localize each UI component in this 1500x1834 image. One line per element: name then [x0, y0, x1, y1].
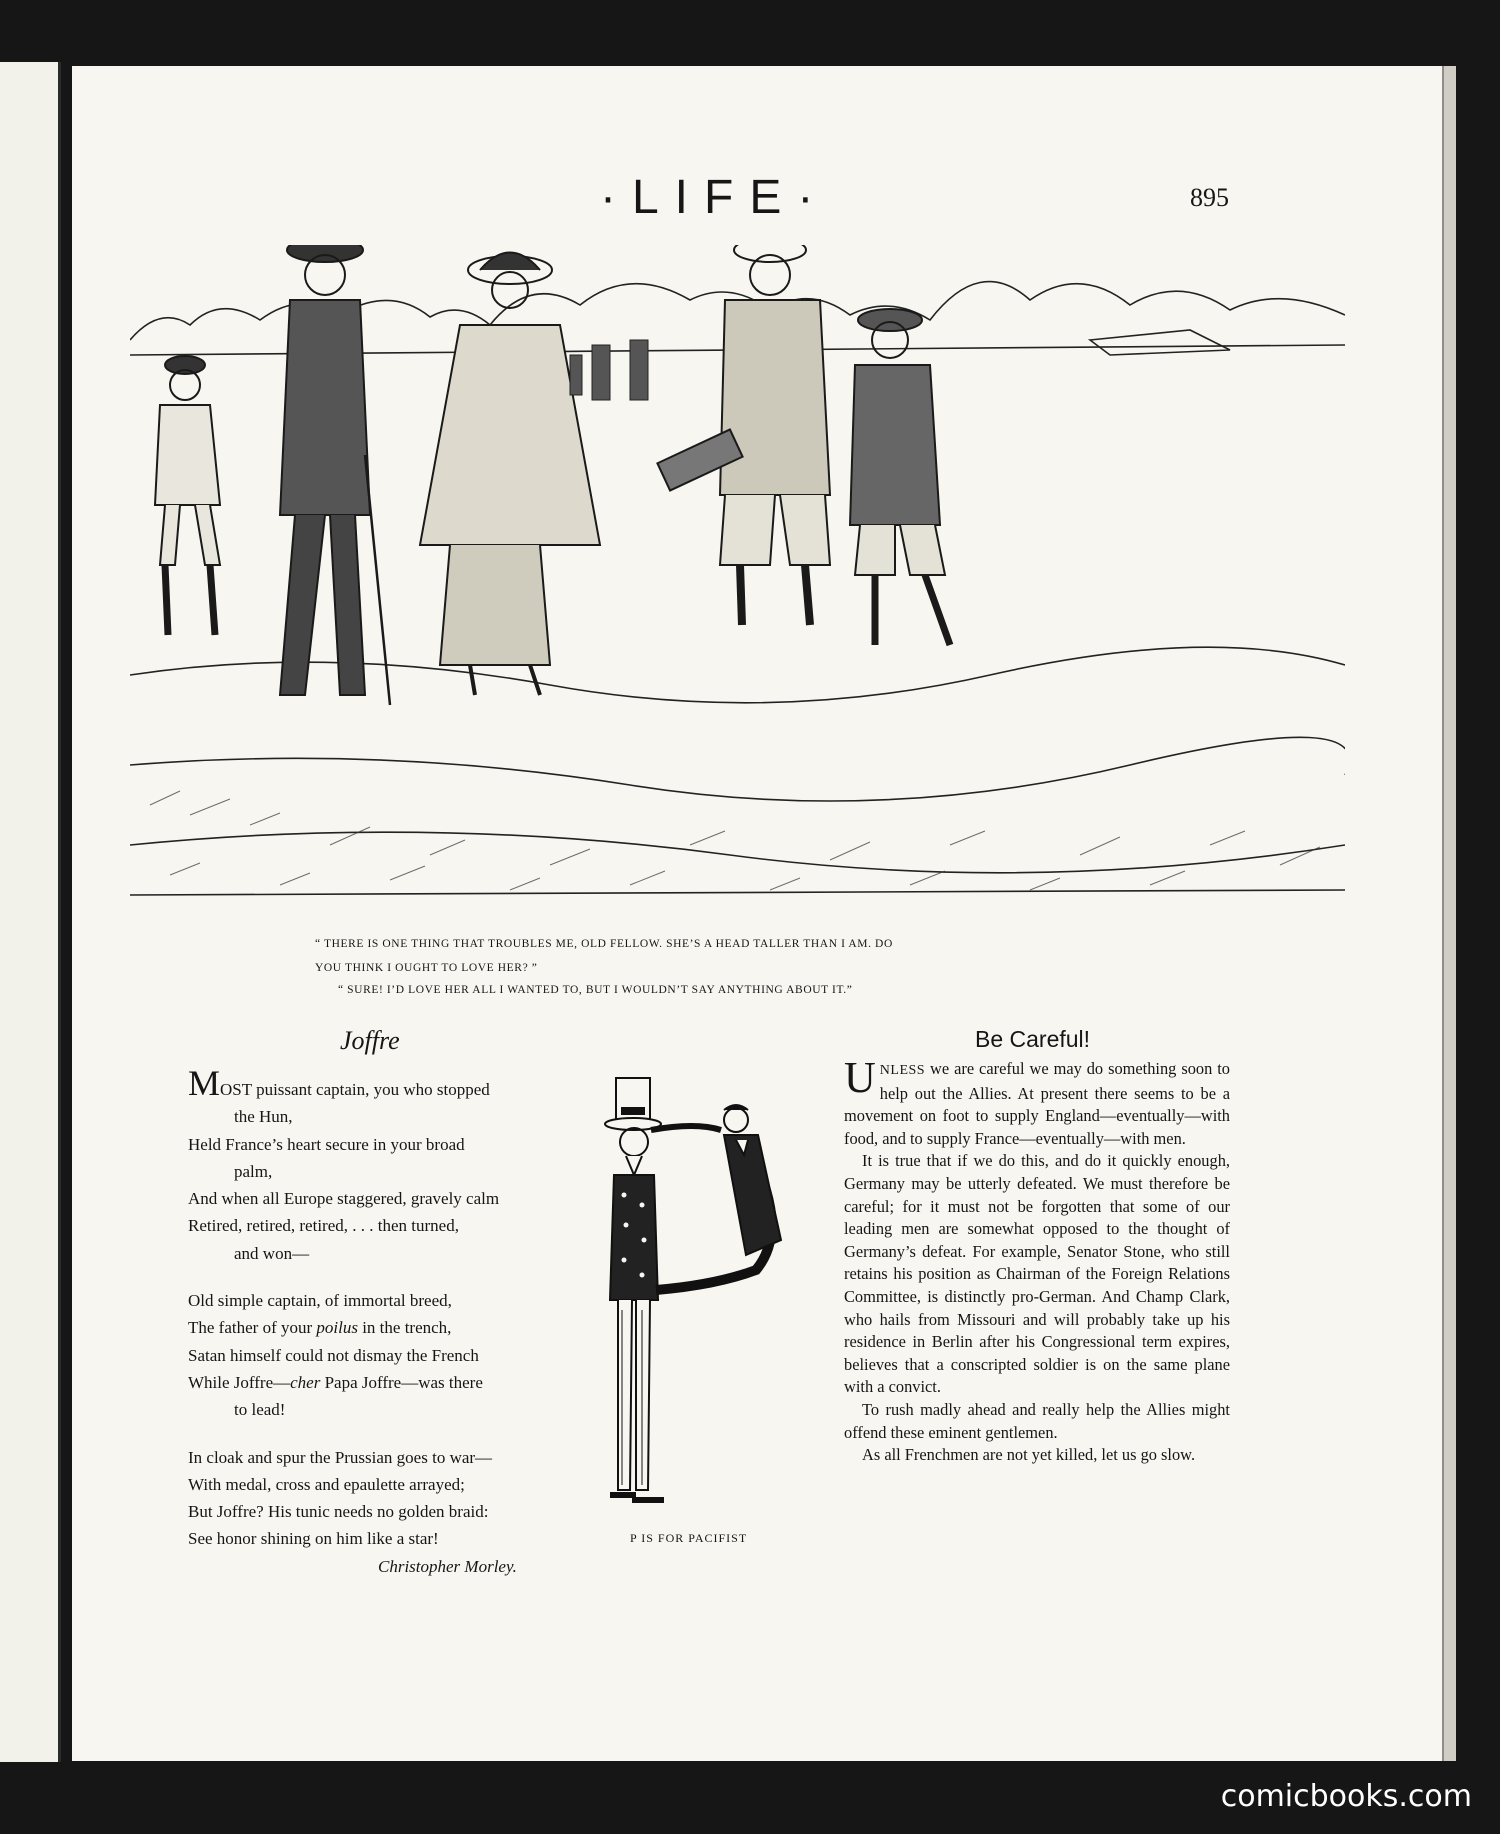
poem-body [188, 1063, 576, 1553]
illustration-caption-line-2: YOU THINK I OUGHT TO LOVE HER? ” [315, 962, 538, 974]
poem-line: and won— [234, 1243, 310, 1263]
poem-line: But Joffre? His tunic needs no golden braid: [188, 1502, 489, 1522]
illustration-caption-line-3: “ SURE! I’D LOVE HER ALL I WANTED TO, BUT I WOULDN’T SAY ANYTHING ABOUT IT.” [338, 984, 853, 996]
article-paragraph: As all Frenchmen are not yet killed, let us go slow. [862, 1445, 1196, 1465]
poem-line: In cloak and spur the Prussian goes to war— [188, 1447, 493, 1467]
article-body [844, 1053, 1230, 1467]
cartoon-caption: P IS FOR PACIFIST [630, 1531, 748, 1545]
poem-drop-cap: M [188, 1063, 221, 1103]
poem-line: the Hun, [234, 1107, 293, 1127]
poem-line: See honor shining on him like a star! [188, 1529, 439, 1549]
site-watermark: comicbooks.com [1220, 1779, 1472, 1814]
poem-line: The father of your poilus in the trench, [188, 1318, 452, 1338]
poem-line: And when all Europe staggered, gravely calm [188, 1189, 500, 1209]
page-number: 895 [1190, 183, 1229, 212]
poem-line: While Joffre—cher Papa Joffre—was there [188, 1372, 483, 1392]
poem-author: Christopher Morley. [378, 1557, 517, 1576]
poem-line: Retired, retired, retired, . . . then turned, [188, 1216, 459, 1236]
article-title: Be Careful! [975, 1026, 1091, 1052]
poem-line: MOST puissant captain, you who stopped [188, 1063, 490, 1103]
poem-title: Joffre [340, 1026, 400, 1055]
poem-line: Old simple captain, of immortal breed, [188, 1291, 452, 1311]
page-edge-shadow [1442, 66, 1456, 1761]
poem-line: With medal, cross and epaulette arrayed; [188, 1474, 465, 1494]
poem-line: Satan himself could not dismay the French [188, 1345, 479, 1365]
pacifist-cartoon [596, 1070, 821, 1530]
article-paragraph: It is true that if we do this, and do it quickly enough, Germany may be utterly defeated. We must therefore be careful; for it must not be forgotten that some of our leading men are somewhat opposed to the thought of Germany’s defeat. For example, Senator Stone, who still retains his position as Chairman of the Foreign Relations Committee, is distinctly pro-German. And Champ Clark, who hails from Missouri and will probably take up his residence in Berlin after his Congressional term expires, believes that a conscripted soldier is on the same plane with a convict. [844, 1151, 1230, 1397]
illustration-caption-line-1: “ THERE IS ONE THING THAT TROUBLES ME, OLD FELLOW. SHE’S A HEAD TALLER THAN I AM. DO [315, 938, 893, 950]
previous-page-edge [0, 62, 61, 1762]
masthead: ·LIFE· [600, 171, 830, 224]
poem-line: to lead! [234, 1400, 286, 1420]
golf-course-illustration [130, 245, 1345, 915]
article-paragraph: To rush madly ahead and really help the Allies might offend these eminent gentlemen. [844, 1399, 1230, 1442]
article-paragraph: UNLESS we are careful we may do something soon to help out the Allies. At present there seems to be a movement on foot to supply England—eventually—with food, and to supply France—eventually—with men. [844, 1053, 1230, 1148]
poem-line: palm, [234, 1161, 273, 1181]
poem-line: Held France’s heart secure in your broad [188, 1134, 465, 1154]
article-drop-cap: U [844, 1053, 876, 1102]
